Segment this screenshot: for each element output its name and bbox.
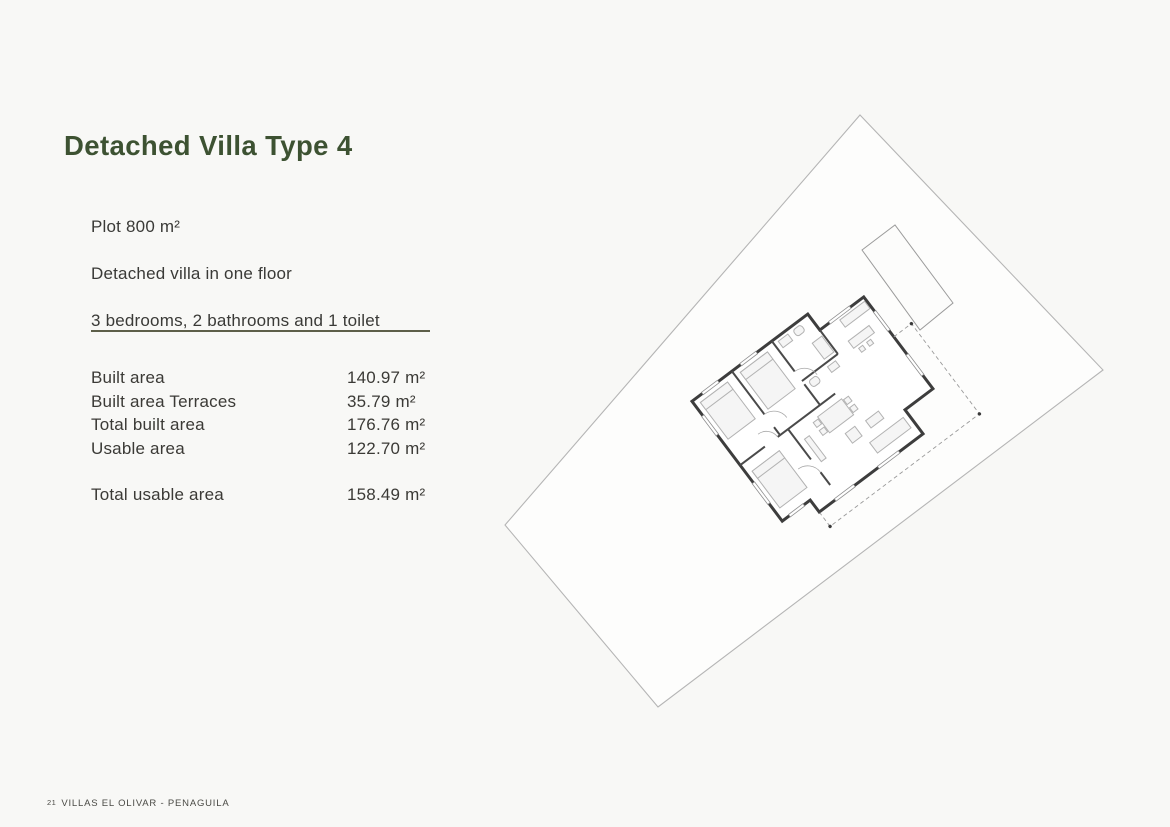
table-total-row bbox=[91, 483, 436, 507]
table-row bbox=[91, 413, 436, 437]
page-number: 21 bbox=[47, 798, 57, 807]
table-row bbox=[91, 366, 436, 390]
area-label: Usable area bbox=[91, 438, 185, 458]
area-value: 122.70 m² bbox=[347, 438, 426, 458]
area-label: Built area bbox=[91, 368, 165, 387]
divider-line bbox=[91, 330, 430, 332]
area-label: Built area Terraces bbox=[91, 391, 237, 411]
area-label: Total built area bbox=[91, 415, 205, 434]
table-row bbox=[91, 437, 436, 461]
total-value: 158.49 m² bbox=[347, 485, 426, 504]
area-value: 35.79 m² bbox=[347, 391, 416, 411]
table-row bbox=[91, 390, 436, 414]
footer-brand-text: VILLAS EL OLIVAR - PENAGUILA bbox=[61, 798, 230, 809]
total-label: Total usable area bbox=[91, 485, 224, 504]
area-value: 140.97 m² bbox=[347, 368, 426, 387]
spec-rooms: 3 bedrooms, 2 bathrooms and 1 toilet bbox=[91, 311, 380, 330]
spec-plot-size: Plot 800 m² bbox=[91, 217, 181, 236]
area-value: 176.76 m² bbox=[347, 415, 426, 434]
area-table bbox=[91, 366, 436, 460]
page-title: Detached Villa Type 4 bbox=[64, 130, 353, 162]
page-footer bbox=[47, 793, 229, 811]
spec-floors: Detached villa in one floor bbox=[91, 264, 293, 283]
